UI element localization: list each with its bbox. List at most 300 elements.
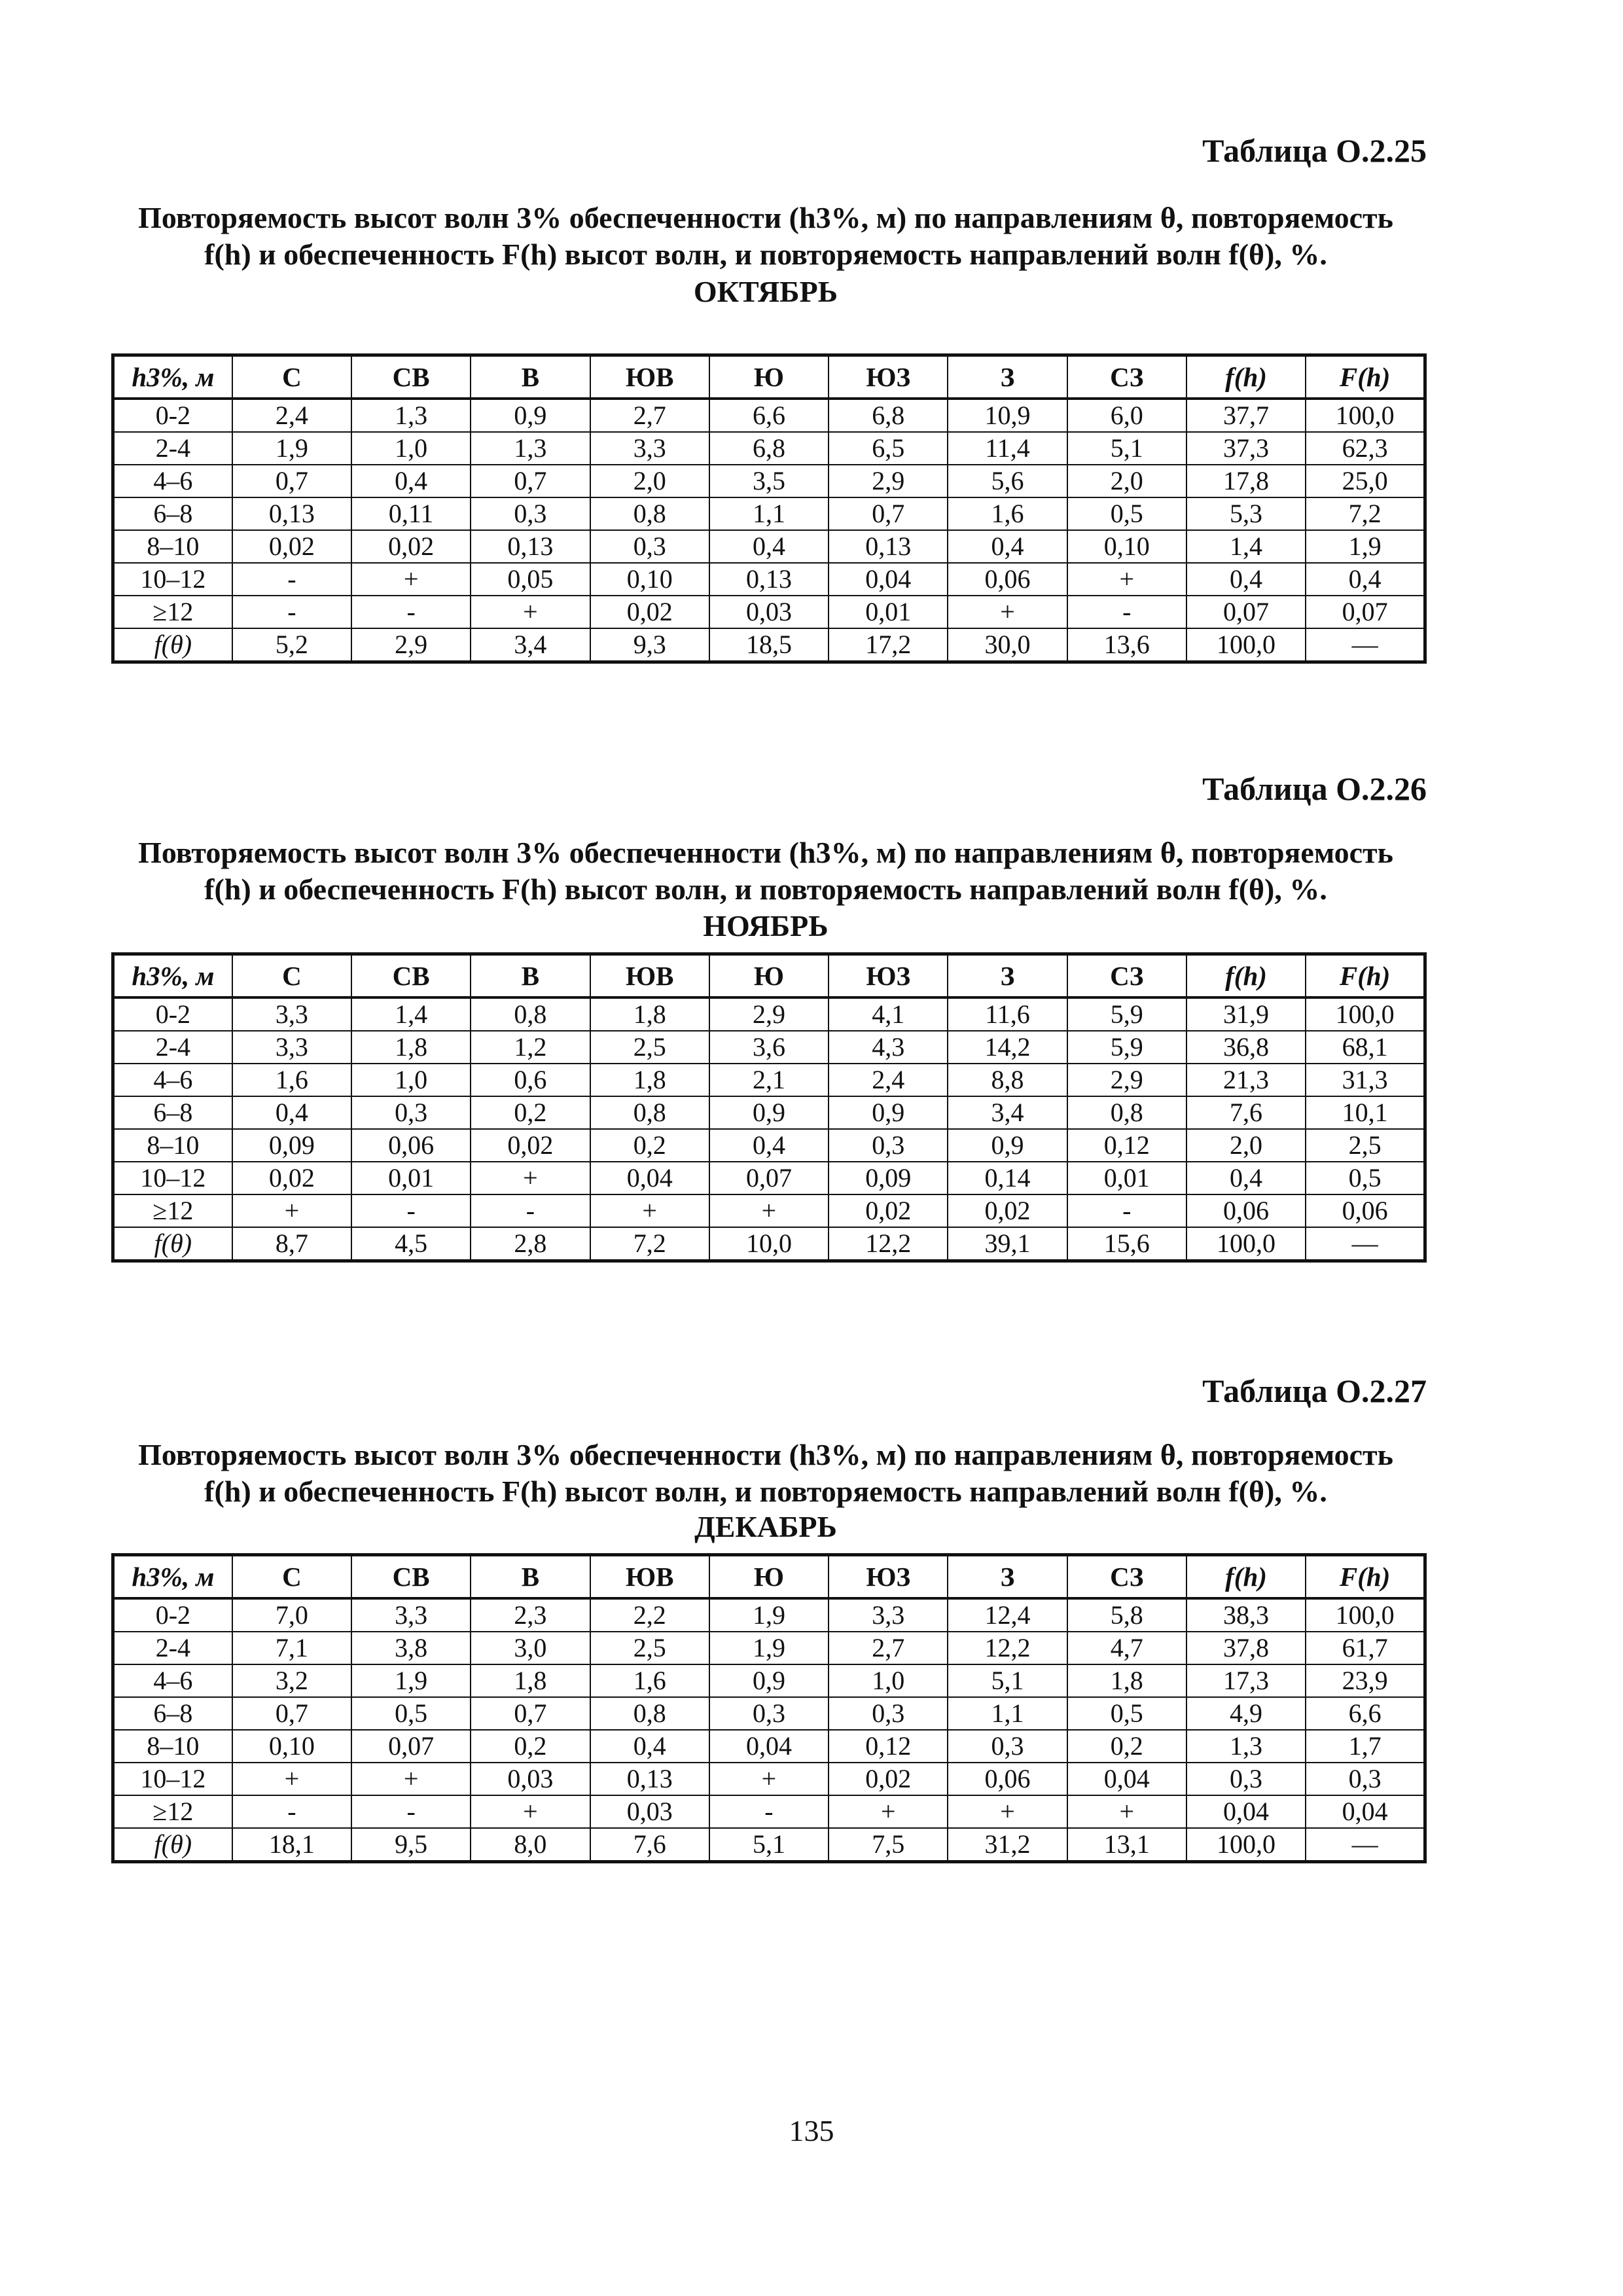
column-header: F(h)	[1306, 355, 1425, 399]
table-cell: 3,3	[351, 1598, 471, 1632]
table-cell: 31,9	[1186, 997, 1306, 1031]
table-cell: 0,3	[1306, 1763, 1425, 1795]
table-cell: 11,4	[948, 432, 1067, 465]
table-cell: 18,5	[709, 628, 829, 662]
table-cell: 0,09	[232, 1129, 351, 1162]
column-header: СВ	[351, 355, 471, 399]
caption-line-1: Повторяемость высот волн 3% обеспеченности (h3%, м) по направлениям θ, повторяемость	[138, 836, 1393, 869]
table-cell: 18,1	[232, 1828, 351, 1862]
table-cell: 100,0	[1186, 628, 1306, 662]
column-header: С	[232, 355, 351, 399]
table-row	[113, 563, 1425, 596]
row-header-cell: 0-2	[113, 997, 232, 1031]
table-cell: 1,3	[471, 432, 590, 465]
table-number: Таблица О.2.26	[1202, 770, 1427, 807]
table-cell: 1,3	[351, 399, 471, 432]
caption-line-2: f(h) и обеспеченность F(h) высот волн, и повторяемость направлений волн f(θ), %.	[204, 238, 1327, 271]
column-header: f(h)	[1186, 355, 1306, 399]
table-cell: 0,7	[471, 1697, 590, 1730]
table-number: Таблица О.2.27	[1202, 1372, 1427, 1409]
table-cell: 37,8	[1186, 1632, 1306, 1664]
table-cell: 0,11	[351, 497, 471, 530]
table-cell: 0,4	[590, 1730, 709, 1763]
table-cell: 0,5	[1067, 1697, 1186, 1730]
table-cell: 10,0	[709, 1227, 829, 1261]
table-cell: -	[1067, 1194, 1186, 1227]
row-header-cell: 6–8	[113, 1697, 232, 1730]
table-cell: 0,7	[232, 1697, 351, 1730]
table-cell: 3,4	[948, 1096, 1067, 1129]
table-cell: +	[232, 1194, 351, 1227]
table-cell: 0,4	[1186, 1162, 1306, 1194]
table-cell: 0,7	[232, 465, 351, 497]
table-cell: 12,4	[948, 1598, 1067, 1632]
table-cell: 10,1	[1306, 1096, 1425, 1129]
caption-line-1: Повторяемость высот волн 3% обеспеченности (h3%, м) по направлениям θ, повторяемость	[138, 1438, 1393, 1471]
table-cell: 0,9	[829, 1096, 948, 1129]
table-cell: 0,9	[709, 1096, 829, 1129]
table-cell: 5,3	[1186, 497, 1306, 530]
table-cell: +	[471, 596, 590, 628]
table-cell: 2,0	[1067, 465, 1186, 497]
table-cell: 0,10	[232, 1730, 351, 1763]
table-cell: 1,2	[471, 1031, 590, 1064]
table-cell: 1,1	[709, 497, 829, 530]
table-row	[113, 1664, 1425, 1697]
table-cell: -	[709, 1795, 829, 1828]
table-cell: +	[471, 1162, 590, 1194]
table-cell: 1,0	[351, 1064, 471, 1096]
table-cell: 10,9	[948, 399, 1067, 432]
table-cell: 4,7	[1067, 1632, 1186, 1664]
table-cell: 0,02	[590, 596, 709, 628]
column-header: В	[471, 355, 590, 399]
table-cell: 5,1	[1067, 432, 1186, 465]
table-cell: 8,8	[948, 1064, 1067, 1096]
wave-height-table	[111, 1553, 1427, 1863]
table-cell: 0,4	[232, 1096, 351, 1129]
table-cell: 0,02	[232, 1162, 351, 1194]
table-cell: 0,03	[709, 596, 829, 628]
table-cell: 0,02	[948, 1194, 1067, 1227]
table-cell: 0,04	[709, 1730, 829, 1763]
column-header: f(h)	[1186, 954, 1306, 998]
table-cell: 0,07	[1186, 596, 1306, 628]
table-cell: 4,3	[829, 1031, 948, 1064]
table-header-row	[113, 1555, 1425, 1599]
column-header: З	[948, 355, 1067, 399]
table-cell: 1,8	[590, 997, 709, 1031]
table-cell: 2,9	[829, 465, 948, 497]
column-header: F(h)	[1306, 1555, 1425, 1599]
table-row	[113, 628, 1425, 662]
table-row	[113, 497, 1425, 530]
table-cell: 3,5	[709, 465, 829, 497]
table-cell: 2,4	[829, 1064, 948, 1096]
table-row	[113, 1129, 1425, 1162]
month-title: ДЕКАБРЬ	[694, 1510, 837, 1543]
row-header-cell: ≥12	[113, 596, 232, 628]
table-cell: -	[351, 1194, 471, 1227]
table-cell: 0,13	[709, 563, 829, 596]
table-cell: 0,7	[471, 465, 590, 497]
row-header-cell: f(θ)	[113, 628, 232, 662]
column-header: h3%, м	[113, 954, 232, 998]
table-cell: 0,8	[590, 1697, 709, 1730]
column-header: ЮЗ	[829, 355, 948, 399]
table-row	[113, 1031, 1425, 1064]
table-cell: 0,09	[829, 1162, 948, 1194]
table-cell: 0,3	[829, 1697, 948, 1730]
table-cell: 6,8	[829, 399, 948, 432]
table-cell: 0,04	[1306, 1795, 1425, 1828]
table-cell: +	[351, 1763, 471, 1795]
table-cell: 1,9	[351, 1664, 471, 1697]
table-cell: 0,06	[1306, 1194, 1425, 1227]
table-cell: 4,1	[829, 997, 948, 1031]
table-cell: -	[232, 1795, 351, 1828]
table-cell: 0,4	[1186, 563, 1306, 596]
table-cell: 1,8	[590, 1064, 709, 1096]
table-cell: 0,13	[232, 497, 351, 530]
table-cell: 7,5	[829, 1828, 948, 1862]
table-cell: 3,3	[232, 1031, 351, 1064]
table-cell: 4,5	[351, 1227, 471, 1261]
table-row	[113, 530, 1425, 563]
table-cell: 0,12	[829, 1730, 948, 1763]
row-header-cell: 10–12	[113, 1763, 232, 1795]
table-cell: 3,0	[471, 1632, 590, 1664]
table-row	[113, 1096, 1425, 1129]
table-cell: 0,3	[1186, 1763, 1306, 1795]
table-cell: 0,01	[351, 1162, 471, 1194]
table-cell: 15,6	[1067, 1227, 1186, 1261]
table-cell: 1,8	[351, 1031, 471, 1064]
table-cell: 0,2	[471, 1730, 590, 1763]
table-row	[113, 997, 1425, 1031]
table-cell: 1,3	[1186, 1730, 1306, 1763]
column-header: Ю	[709, 1555, 829, 1599]
table-cell: 2,3	[471, 1598, 590, 1632]
table-cell: 0,02	[829, 1194, 948, 1227]
table-cell: -	[471, 1194, 590, 1227]
column-header: З	[948, 954, 1067, 998]
table-row	[113, 1227, 1425, 1261]
table-cell: 1,8	[1067, 1664, 1186, 1697]
table-cell: 0,7	[829, 497, 948, 530]
table-cell: 6,0	[1067, 399, 1186, 432]
table-cell: 0,8	[590, 497, 709, 530]
table-cell: 0,01	[829, 596, 948, 628]
table-cell: 0,05	[471, 563, 590, 596]
table-cell: 0,04	[1067, 1763, 1186, 1795]
row-header-cell: ≥12	[113, 1194, 232, 1227]
row-header-cell: 6–8	[113, 1096, 232, 1129]
column-header: В	[471, 1555, 590, 1599]
table-cell: 100,0	[1186, 1828, 1306, 1862]
table-cell: 0,3	[351, 1096, 471, 1129]
table-cell: -	[232, 596, 351, 628]
table-cell: 100,0	[1186, 1227, 1306, 1261]
table-cell: -	[1067, 596, 1186, 628]
table-cell: 68,1	[1306, 1031, 1425, 1064]
table-cell: 0,06	[948, 1763, 1067, 1795]
table-cell: 1,9	[1306, 530, 1425, 563]
row-header-cell: 2-4	[113, 1632, 232, 1664]
column-header: СВ	[351, 1555, 471, 1599]
table-cell: 3,8	[351, 1632, 471, 1664]
table-cell: 2,5	[590, 1632, 709, 1664]
column-header: ЮЗ	[829, 1555, 948, 1599]
table-cell: 61,7	[1306, 1632, 1425, 1664]
column-header: ЮЗ	[829, 954, 948, 998]
table-cell: 0,07	[1306, 596, 1425, 628]
table-cell: 0,3	[829, 1129, 948, 1162]
table-cell: 7,2	[1306, 497, 1425, 530]
column-header: СЗ	[1067, 1555, 1186, 1599]
table-cell: 3,6	[709, 1031, 829, 1064]
table-cell: +	[709, 1194, 829, 1227]
table-row	[113, 1194, 1425, 1227]
table-number: Таблица О.2.25	[1202, 132, 1427, 169]
table-cell: 0,06	[948, 563, 1067, 596]
table-cell: 1,9	[232, 432, 351, 465]
table-cell: 0,12	[1067, 1129, 1186, 1162]
table-row	[113, 1795, 1425, 1828]
table-row	[113, 1598, 1425, 1632]
table-cell: 9,3	[590, 628, 709, 662]
table-cell: 0,3	[709, 1697, 829, 1730]
table-row	[113, 1730, 1425, 1763]
column-header: З	[948, 1555, 1067, 1599]
table-cell: 1,9	[709, 1632, 829, 1664]
table-cell: 2,1	[709, 1064, 829, 1096]
column-header: Ю	[709, 954, 829, 998]
table-cell: 25,0	[1306, 465, 1425, 497]
row-header-cell: f(θ)	[113, 1828, 232, 1862]
table-cell: 5,2	[232, 628, 351, 662]
table-cell: 3,4	[471, 628, 590, 662]
table-cell: 0,8	[1067, 1096, 1186, 1129]
table-cell: 2,9	[351, 628, 471, 662]
table-cell: 7,6	[1186, 1096, 1306, 1129]
table-cell: 14,2	[948, 1031, 1067, 1064]
row-header-cell: 0-2	[113, 399, 232, 432]
table-cell: 0,03	[471, 1763, 590, 1795]
table-cell: 2,5	[1306, 1129, 1425, 1162]
row-header-cell: 10–12	[113, 1162, 232, 1194]
table-cell: 3,3	[590, 432, 709, 465]
table-cell: 3,3	[829, 1598, 948, 1632]
table-header-row	[113, 355, 1425, 399]
table-cell: 0,5	[1306, 1162, 1425, 1194]
table-cell: 0,02	[232, 530, 351, 563]
column-header: h3%, м	[113, 1555, 232, 1599]
table-cell: 0,04	[1186, 1795, 1306, 1828]
wave-height-table	[111, 952, 1427, 1263]
table-cell: +	[351, 563, 471, 596]
table-cell: 0,6	[471, 1064, 590, 1096]
table-cell: 100,0	[1306, 1598, 1425, 1632]
table-cell: 1,9	[709, 1598, 829, 1632]
table-cell: +	[590, 1194, 709, 1227]
table-row	[113, 399, 1425, 432]
table-cell: 8,0	[471, 1828, 590, 1862]
table-cell: 2,0	[590, 465, 709, 497]
column-header: СЗ	[1067, 355, 1186, 399]
column-header: С	[232, 1555, 351, 1599]
table-cell: 3,3	[232, 997, 351, 1031]
table-cell: 0,9	[709, 1664, 829, 1697]
row-header-cell: 8–10	[113, 530, 232, 563]
table-cell: 0,02	[471, 1129, 590, 1162]
table-cell: 0,2	[471, 1096, 590, 1129]
table-cell: 13,6	[1067, 628, 1186, 662]
column-header: Ю	[709, 355, 829, 399]
table-cell: 7,6	[590, 1828, 709, 1862]
table-cell: 8,7	[232, 1227, 351, 1261]
table-cell: 37,3	[1186, 432, 1306, 465]
table-cell: 1,6	[590, 1664, 709, 1697]
table-cell: 0,4	[351, 465, 471, 497]
table-cell: 1,1	[948, 1697, 1067, 1730]
table-cell: 2,9	[1067, 1064, 1186, 1096]
column-header: СВ	[351, 954, 471, 998]
table-cell: 0,4	[1306, 563, 1425, 596]
table-cell: 0,13	[829, 530, 948, 563]
table-cell: 0,02	[351, 530, 471, 563]
table-cell: 5,9	[1067, 1031, 1186, 1064]
table-cell: 31,2	[948, 1828, 1067, 1862]
table-cell: 5,1	[948, 1664, 1067, 1697]
table-cell: 0,04	[829, 563, 948, 596]
table-cell: 100,0	[1306, 997, 1425, 1031]
table-cell: 100,0	[1306, 399, 1425, 432]
table-cell: +	[232, 1763, 351, 1795]
column-header: F(h)	[1306, 954, 1425, 998]
row-header-cell: 10–12	[113, 563, 232, 596]
table-cell: 2,2	[590, 1598, 709, 1632]
table-cell: 1,8	[471, 1664, 590, 1697]
table-cell: 0,06	[1186, 1194, 1306, 1227]
table-cell: 5,9	[1067, 997, 1186, 1031]
table-cell: 7,2	[590, 1227, 709, 1261]
table-row	[113, 465, 1425, 497]
table-cell: 0,07	[709, 1162, 829, 1194]
table-row	[113, 1632, 1425, 1664]
table-cell: 17,3	[1186, 1664, 1306, 1697]
table-cell: 1,6	[948, 497, 1067, 530]
table-row	[113, 1828, 1425, 1862]
table-cell: 6,8	[709, 432, 829, 465]
table-cell: -	[232, 563, 351, 596]
column-header: СЗ	[1067, 954, 1186, 998]
table-row	[113, 1763, 1425, 1795]
table-cell: 2,0	[1186, 1129, 1306, 1162]
table-cell: 21,3	[1186, 1064, 1306, 1096]
table-cell: +	[1067, 563, 1186, 596]
table-cell: 17,8	[1186, 465, 1306, 497]
row-header-cell: 2-4	[113, 432, 232, 465]
table-cell: 0,2	[1067, 1730, 1186, 1763]
table-cell: 2,5	[590, 1031, 709, 1064]
table-cell: 6,6	[709, 399, 829, 432]
table-cell: 2,4	[232, 399, 351, 432]
table-cell: 17,2	[829, 628, 948, 662]
table-cell: 30,0	[948, 628, 1067, 662]
table-cell: —	[1306, 628, 1425, 662]
table-cell: -	[351, 596, 471, 628]
table-cell: —	[1306, 1828, 1425, 1862]
table-cell: 11,6	[948, 997, 1067, 1031]
caption-line-2: f(h) и обеспеченность F(h) высот волн, и повторяемость направлений волн f(θ), %.	[204, 872, 1327, 906]
table-cell: 12,2	[829, 1227, 948, 1261]
table-cell: 0,9	[471, 399, 590, 432]
table-caption	[111, 1437, 1420, 1510]
table-cell: 0,10	[1067, 530, 1186, 563]
table-row	[113, 1064, 1425, 1096]
table-cell: 6,5	[829, 432, 948, 465]
table-cell: +	[471, 1795, 590, 1828]
row-header-cell: 4–6	[113, 1064, 232, 1096]
column-header: В	[471, 954, 590, 998]
page-number: 135	[789, 2114, 834, 2147]
table-row	[113, 1162, 1425, 1194]
row-header-cell: ≥12	[113, 1795, 232, 1828]
table-cell: 7,0	[232, 1598, 351, 1632]
table-cell: 0,4	[709, 530, 829, 563]
table-cell: +	[709, 1763, 829, 1795]
row-header-cell: f(θ)	[113, 1227, 232, 1261]
table-cell: 1,4	[1186, 530, 1306, 563]
caption-line-2: f(h) и обеспеченность F(h) высот волн, и повторяемость направлений волн f(θ), %.	[204, 1475, 1327, 1508]
table-cell: 1,0	[351, 432, 471, 465]
table-cell: 0,5	[1067, 497, 1186, 530]
table-cell: 0,3	[590, 530, 709, 563]
column-header: ЮВ	[590, 355, 709, 399]
table-cell: 1,7	[1306, 1730, 1425, 1763]
row-header-cell: 8–10	[113, 1129, 232, 1162]
table-cell: 0,07	[351, 1730, 471, 1763]
table-cell: 2,9	[709, 997, 829, 1031]
table-header-row	[113, 954, 1425, 998]
row-header-cell: 0-2	[113, 1598, 232, 1632]
table-cell: 0,9	[948, 1129, 1067, 1162]
table-cell: 0,8	[471, 997, 590, 1031]
table-cell: —	[1306, 1227, 1425, 1261]
table-cell: 1,0	[829, 1664, 948, 1697]
table-cell: 23,9	[1306, 1664, 1425, 1697]
table-cell: 1,4	[351, 997, 471, 1031]
table-cell: 0,10	[590, 563, 709, 596]
table-cell: 5,1	[709, 1828, 829, 1862]
table-cell: 0,01	[1067, 1162, 1186, 1194]
table-cell: 1,6	[232, 1064, 351, 1096]
caption-line-1: Повторяемость высот волн 3% обеспеченности (h3%, м) по направлениям θ, повторяемость	[138, 201, 1393, 234]
table-cell: 5,6	[948, 465, 1067, 497]
table-cell: 36,8	[1186, 1031, 1306, 1064]
column-header: С	[232, 954, 351, 998]
table-cell: 2,8	[471, 1227, 590, 1261]
table-cell: 0,4	[948, 530, 1067, 563]
table-cell: 0,13	[590, 1763, 709, 1795]
table-cell: 0,3	[948, 1730, 1067, 1763]
column-header: f(h)	[1186, 1555, 1306, 1599]
column-header: ЮВ	[590, 1555, 709, 1599]
row-header-cell: 4–6	[113, 465, 232, 497]
table-cell: +	[1067, 1795, 1186, 1828]
table-cell: 9,5	[351, 1828, 471, 1862]
